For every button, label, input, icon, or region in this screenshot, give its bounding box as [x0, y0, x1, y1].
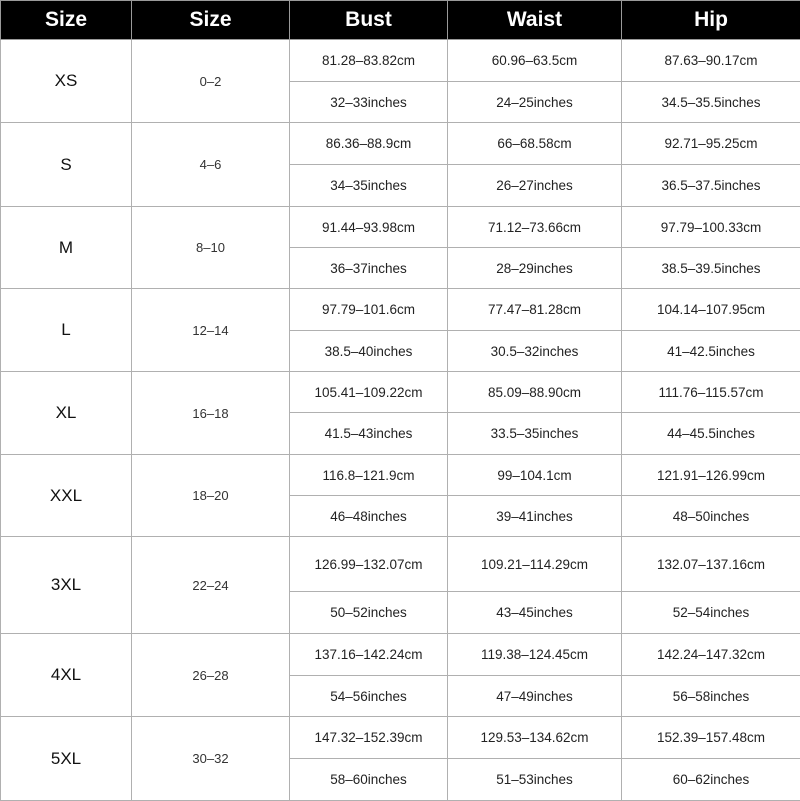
hip-inches-cell: 52–54inches — [622, 592, 800, 634]
bust-cm-cell: 105.41–109.22cm — [290, 372, 448, 413]
hip-inches-cell: 34.5–35.5inches — [622, 82, 800, 123]
hip-inches-cell: 48–50inches — [622, 496, 800, 537]
waist-cm-cell: 109.21–114.29cm — [448, 537, 622, 592]
waist-cm-cell: 77.47–81.28cm — [448, 289, 622, 331]
bust-inches-cell: 46–48inches — [290, 496, 448, 537]
size-letter-cell: XL — [1, 372, 132, 455]
header-bust: Bust — [290, 1, 448, 40]
waist-cm-cell: 71.12–73.66cm — [448, 207, 622, 248]
bust-cm-cell: 81.28–83.82cm — [290, 40, 448, 82]
size-number-cell: 26–28 — [132, 634, 290, 717]
bust-cm-cell: 86.36–88.9cm — [290, 123, 448, 165]
hip-cm-cell: 97.79–100.33cm — [622, 207, 800, 248]
size-number-cell: 16–18 — [132, 372, 290, 455]
waist-inches-cell: 24–25inches — [448, 82, 622, 123]
waist-cm-cell: 66–68.58cm — [448, 123, 622, 165]
bust-cm-cell: 137.16–142.24cm — [290, 634, 448, 676]
hip-inches-cell: 38.5–39.5inches — [622, 248, 800, 289]
table-row — [1, 40, 800, 82]
waist-cm-cell: 99–104.1cm — [448, 455, 622, 496]
header-size-letter: Size — [1, 1, 132, 40]
table-row — [1, 634, 800, 676]
size-letter-cell: 4XL — [1, 634, 132, 717]
size-letter-cell: XXL — [1, 455, 132, 537]
waist-inches-cell: 28–29inches — [448, 248, 622, 289]
waist-inches-cell: 51–53inches — [448, 759, 622, 801]
hip-cm-cell: 111.76–115.57cm — [622, 372, 800, 413]
bust-cm-cell: 91.44–93.98cm — [290, 207, 448, 248]
hip-cm-cell: 87.63–90.17cm — [622, 40, 800, 82]
bust-inches-cell: 41.5–43inches — [290, 413, 448, 455]
bust-inches-cell: 34–35inches — [290, 165, 448, 207]
header-row — [1, 1, 800, 40]
table-row — [1, 289, 800, 331]
bust-inches-cell: 58–60inches — [290, 759, 448, 801]
size-number-cell: 22–24 — [132, 537, 290, 634]
waist-inches-cell: 39–41inches — [448, 496, 622, 537]
waist-inches-cell: 47–49inches — [448, 676, 622, 717]
hip-cm-cell: 104.14–107.95cm — [622, 289, 800, 331]
table-row — [1, 455, 800, 496]
hip-cm-cell: 92.71–95.25cm — [622, 123, 800, 165]
table-body — [1, 40, 800, 801]
size-number-cell: 18–20 — [132, 455, 290, 537]
bust-cm-cell: 126.99–132.07cm — [290, 537, 448, 592]
bust-inches-cell: 50–52inches — [290, 592, 448, 634]
size-number-cell: 0–2 — [132, 40, 290, 123]
bust-cm-cell: 116.8–121.9cm — [290, 455, 448, 496]
size-letter-cell: XS — [1, 40, 132, 123]
waist-cm-cell: 60.96–63.5cm — [448, 40, 622, 82]
bust-inches-cell: 38.5–40inches — [290, 331, 448, 372]
waist-inches-cell: 43–45inches — [448, 592, 622, 634]
header-hip: Hip — [622, 1, 800, 40]
bust-inches-cell: 32–33inches — [290, 82, 448, 123]
hip-inches-cell: 41–42.5inches — [622, 331, 800, 372]
waist-cm-cell: 119.38–124.45cm — [448, 634, 622, 676]
size-number-cell: 30–32 — [132, 717, 290, 801]
header-size-number: Size — [132, 1, 290, 40]
hip-inches-cell: 36.5–37.5inches — [622, 165, 800, 207]
waist-cm-cell: 129.53–134.62cm — [448, 717, 622, 759]
table-row — [1, 372, 800, 413]
size-number-cell: 12–14 — [132, 289, 290, 372]
size-number-cell: 4–6 — [132, 123, 290, 207]
size-letter-cell: S — [1, 123, 132, 207]
size-letter-cell: L — [1, 289, 132, 372]
table-row — [1, 123, 800, 165]
waist-inches-cell: 33.5–35inches — [448, 413, 622, 455]
size-letter-cell: 5XL — [1, 717, 132, 801]
waist-inches-cell: 26–27inches — [448, 165, 622, 207]
hip-inches-cell: 60–62inches — [622, 759, 800, 801]
hip-cm-cell: 121.91–126.99cm — [622, 455, 800, 496]
size-number-cell: 8–10 — [132, 207, 290, 289]
table-row — [1, 207, 800, 248]
size-letter-cell: 3XL — [1, 537, 132, 634]
hip-inches-cell: 56–58inches — [622, 676, 800, 717]
hip-cm-cell: 152.39–157.48cm — [622, 717, 800, 759]
table-row — [1, 717, 800, 759]
bust-cm-cell: 147.32–152.39cm — [290, 717, 448, 759]
bust-inches-cell: 54–56inches — [290, 676, 448, 717]
hip-cm-cell: 132.07–137.16cm — [622, 537, 800, 592]
table-header — [1, 1, 800, 40]
table-row — [1, 537, 800, 592]
bust-inches-cell: 36–37inches — [290, 248, 448, 289]
header-waist: Waist — [448, 1, 622, 40]
hip-inches-cell: 44–45.5inches — [622, 413, 800, 455]
waist-cm-cell: 85.09–88.90cm — [448, 372, 622, 413]
waist-inches-cell: 30.5–32inches — [448, 331, 622, 372]
bust-cm-cell: 97.79–101.6cm — [290, 289, 448, 331]
size-letter-cell: M — [1, 207, 132, 289]
hip-cm-cell: 142.24–147.32cm — [622, 634, 800, 676]
